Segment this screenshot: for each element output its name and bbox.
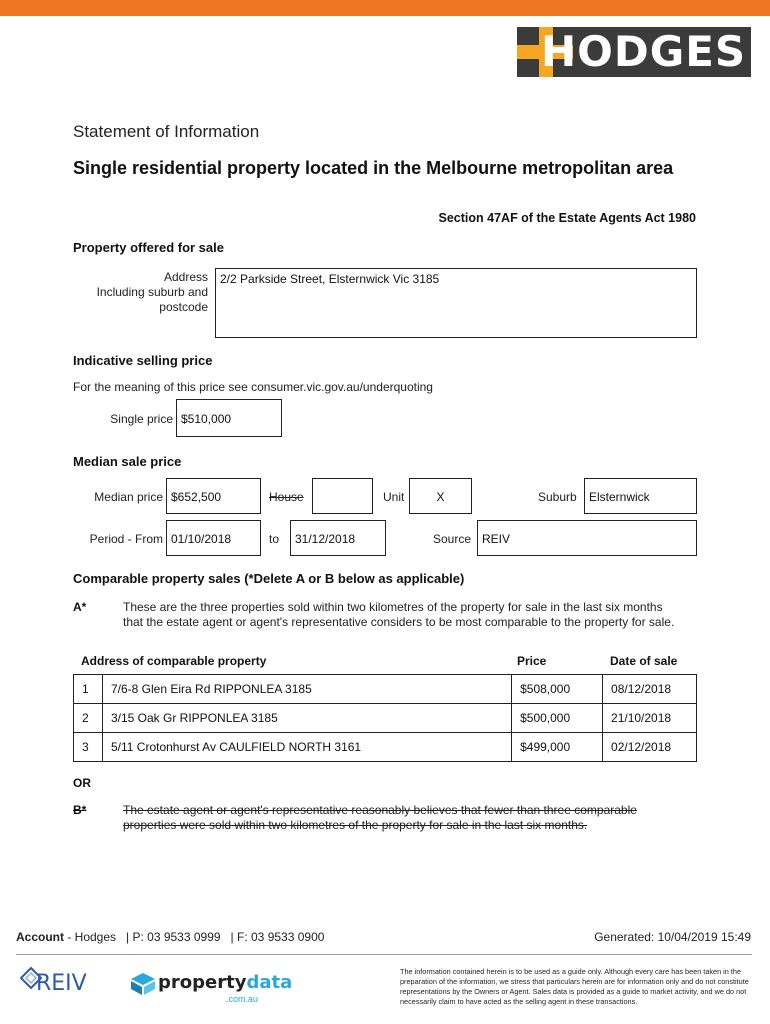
- account-details: - Hodges | P: 03 9533 0999 | F: 03 9533 0900: [64, 930, 325, 944]
- row-number: 3: [74, 733, 103, 762]
- address-label-line-1: Address: [163, 270, 208, 284]
- row-number: 1: [74, 675, 103, 704]
- address-field[interactable]: 2/2 Parkside Street, Elsternwick Vic 3185: [215, 268, 697, 338]
- option-a-text: These are the three properties sold within two kilometres of the property for sale in the last six months that the estate agent or agent's representative considers to be most comparable to the property for sale.: [123, 600, 675, 629]
- propertydata-text: [158, 972, 292, 993]
- section-heading-indicative: Indicative selling price: [73, 353, 213, 368]
- to-label: to: [269, 532, 280, 546]
- document-title: Statement of Information: [73, 122, 260, 141]
- option-b-letter: B*: [73, 803, 87, 817]
- suburb-label: Suburb: [538, 490, 577, 504]
- row-date: 02/12/2018: [603, 733, 697, 762]
- section-heading-offered: Property offered for sale: [73, 240, 224, 255]
- table-row: [74, 675, 697, 704]
- hodges-logo: [517, 27, 751, 77]
- section-heading-median: Median sale price: [73, 454, 182, 469]
- period-to-field[interactable]: 31/12/2018: [290, 520, 386, 556]
- address-label: [60, 270, 208, 315]
- reiv-logo: [18, 965, 98, 1005]
- option-a-letter: A*: [73, 600, 87, 614]
- footer-divider: [16, 954, 752, 955]
- median-price-label: Median price: [94, 490, 163, 504]
- act-reference: Section 47AF of the Estate Agents Act 1980: [438, 211, 696, 225]
- logo-text: HODGES: [541, 27, 747, 76]
- house-label: House: [269, 490, 304, 504]
- reiv-text: REIV: [36, 971, 87, 996]
- house-field[interactable]: [312, 478, 373, 514]
- column-date-header: Date of sale: [610, 654, 678, 668]
- source-label: Source: [433, 532, 472, 546]
- row-date: 21/10/2018: [603, 704, 697, 733]
- row-address: 7/6-8 Glen Eira Rd RIPPONLEA 3185: [102, 675, 511, 704]
- unit-field[interactable]: X: [409, 478, 472, 514]
- account-label: Account: [16, 930, 64, 944]
- period-from-label: Period - From: [89, 532, 163, 546]
- footer-disclaimer: The information contained herein is to be used as a guide only. Although every care has been taken in the preparation of the information, we stress that particulars herein are for information only and do not constitute representations by the Owners or Agent. Sales data is provided as a guide to market activity, and we do not necessarily claim to have acted as the selling agent in these transactions.: [400, 967, 749, 1006]
- row-address: 3/15 Oak Gr RIPPONLEA 3185: [102, 704, 511, 733]
- row-price: $500,000: [512, 704, 603, 733]
- single-price-field[interactable]: $510,000: [176, 399, 282, 437]
- propertydata-text-b: data: [246, 972, 293, 993]
- underquoting-note: For the meaning of this price see consumer.vic.gov.au/underquoting: [73, 380, 433, 394]
- single-price-label: Single price: [110, 412, 173, 426]
- comparable-sales-table: [73, 674, 697, 762]
- propertydata-domain: .com.au: [226, 994, 259, 1004]
- row-price: $499,000: [512, 733, 603, 762]
- row-date: 08/12/2018: [603, 675, 697, 704]
- address-label-line-2: Including suburb and: [96, 285, 208, 299]
- propertydata-logo: [130, 970, 293, 1010]
- row-number: 2: [74, 704, 103, 733]
- column-address-header: Address of comparable property: [81, 654, 267, 668]
- row-address: 5/11 Crotonhurst Av CAULFIELD NORTH 3161: [102, 733, 511, 762]
- table-row: [74, 733, 697, 762]
- source-field[interactable]: REIV: [477, 520, 697, 556]
- table-row: [74, 704, 697, 733]
- unit-label: Unit: [383, 490, 405, 504]
- footer-account: [16, 930, 324, 944]
- suburb-field[interactable]: Elsternwick: [584, 478, 697, 514]
- period-from-field[interactable]: 01/10/2018: [166, 520, 261, 556]
- address-label-line-3: postcode: [159, 300, 208, 314]
- row-price: $508,000: [512, 675, 603, 704]
- top-accent-bar: [0, 0, 770, 16]
- generated-timestamp: Generated: 10/04/2019 15:49: [594, 930, 751, 944]
- propertydata-text-a: property: [158, 972, 247, 993]
- option-b-text: The estate agent or agent's representative reasonably believes that fewer than three comparable properties were sold within two kilometres of the property for sale in the last six months.: [123, 803, 637, 832]
- column-price-header: Price: [517, 654, 547, 668]
- document-headline: Single residential property located in the Melbourne metropolitan area: [73, 158, 674, 178]
- median-price-field[interactable]: $652,500: [166, 478, 261, 514]
- section-heading-comparable: Comparable property sales (*Delete A or B below as applicable): [73, 571, 465, 586]
- propertydata-cube-icon: [130, 972, 156, 996]
- or-label: OR: [73, 776, 91, 790]
